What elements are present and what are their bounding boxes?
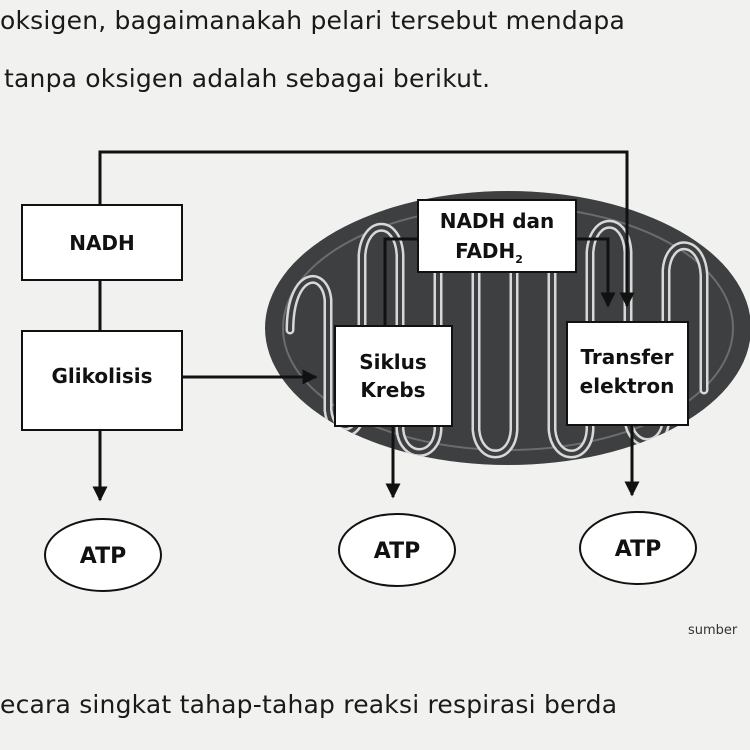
body-text-line-2: tanpa oksigen adalah sebagai berikut. xyxy=(4,64,491,93)
atp-middle xyxy=(339,514,455,586)
siklus-label-line-1: Siklus xyxy=(359,350,427,374)
atp-middle-label: ATP xyxy=(373,539,421,564)
siklus-krebs-box xyxy=(335,326,452,426)
transfer-elektron-box xyxy=(567,322,688,425)
atp-left xyxy=(45,519,161,591)
body-text-line-3: ecara singkat tahap-tahap reaksi respirasi berda xyxy=(0,690,618,719)
body-text-line-1: oksigen, bagaimanakah pelari tersebut mendapa xyxy=(0,6,626,35)
transfer-label-line-2: elektron xyxy=(579,374,675,398)
nadh-fadh-label-line-2 xyxy=(455,239,523,266)
nadh-box xyxy=(22,205,182,280)
glikolisis-box xyxy=(22,331,182,430)
nadh-fadh-box xyxy=(418,200,576,272)
source-caption: sumber xyxy=(688,623,738,638)
nadh-fadh-label-line-1: NADH dan xyxy=(439,209,555,233)
nadh-label: NADH xyxy=(69,231,135,255)
atp-left-label: ATP xyxy=(79,544,127,569)
transfer-label-line-1: Transfer xyxy=(580,345,674,369)
atp-right xyxy=(580,512,696,584)
siklus-label-line-2: Krebs xyxy=(360,378,426,402)
glikolisis-label: Glikolisis xyxy=(51,364,153,388)
fadh-subscript: 2 xyxy=(515,253,523,266)
fadh-text: FADH xyxy=(455,239,516,263)
atp-right-label: ATP xyxy=(614,537,662,562)
